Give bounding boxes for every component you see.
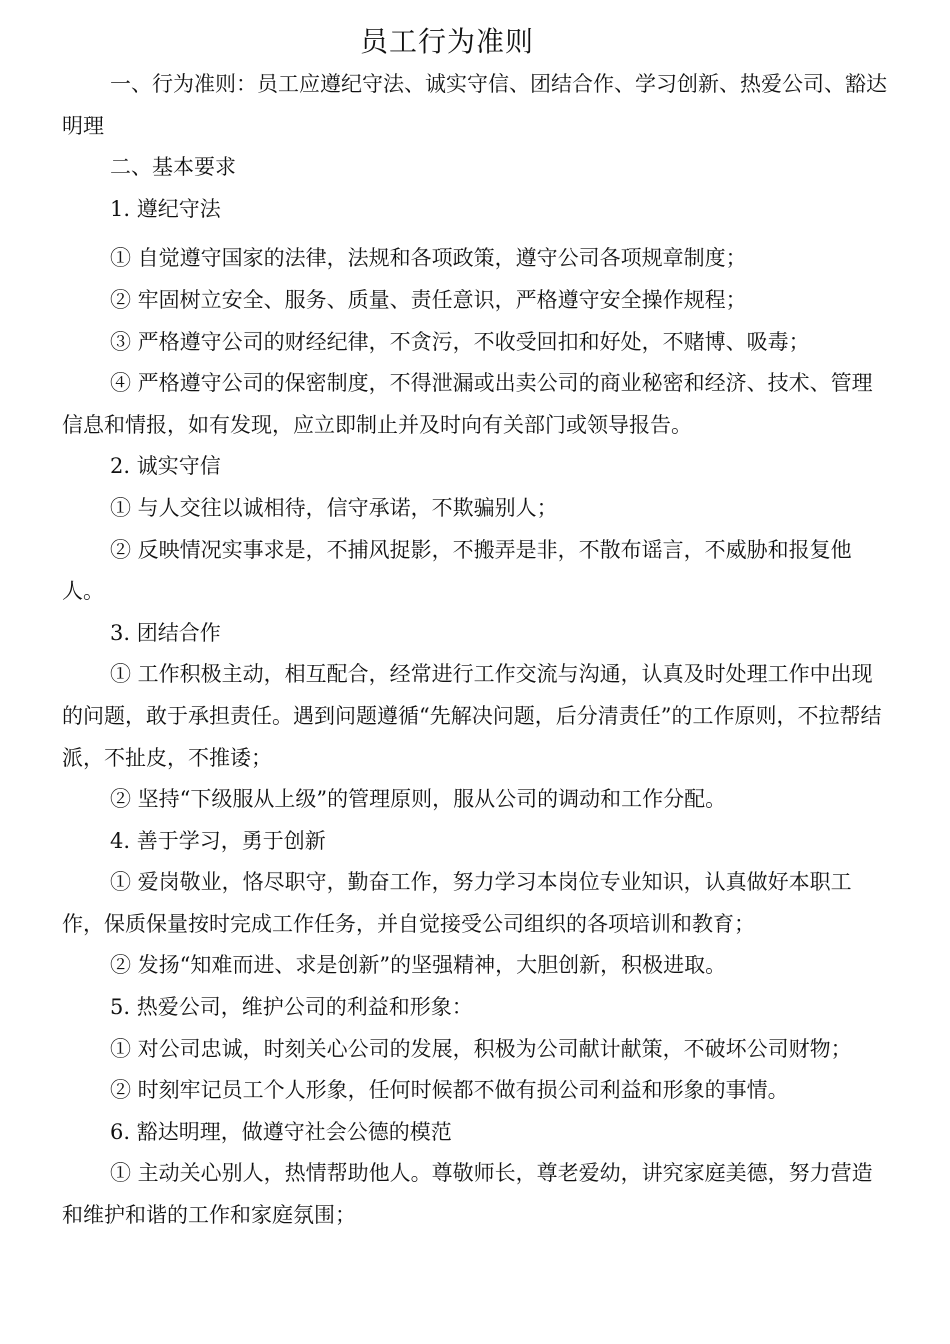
list-item-3-2: ② 坚持“下级服从上级”的管理原则，服从公司的调动和工作分配。 bbox=[110, 787, 727, 812]
list-item-4-1: ① 爱岗敬业，恪尽职守，勤奋工作，努力学习本岗位专业知识，认真做好本职工作，保质保量按时完成工作任务，并自觉接受公司组织的各项培训和教育； bbox=[62, 870, 852, 936]
heading-section-1: 1. 遵纪守法 bbox=[110, 196, 221, 221]
list-item-5-2: ② 时刻牢记员工个人形象，任何时候都不做有损公司利益和形象的事情。 bbox=[110, 1078, 789, 1103]
heading-section-5: 5. 热爱公司，维护公司的利益和形象： bbox=[110, 995, 473, 1020]
heading-section-2: 2. 诚实守信 bbox=[110, 454, 221, 479]
list-item-1-2: ② 牢固树立安全、服务、质量、责任意识，严格遵守安全操作规程； bbox=[110, 287, 747, 312]
heading-basic-requirements: 二、基本要求 bbox=[110, 155, 236, 180]
document-page bbox=[62, 22, 892, 1237]
list-item-2-2: ② 反映情况实事求是，不捕风捉影，不搬弄是非，不散布谣言，不威胁和报复他人。 bbox=[62, 537, 852, 604]
document-title: 员工行为准则 bbox=[359, 25, 534, 58]
list-item-4-2: ② 发扬“知难而进、求是创新”的坚强精神，大胆创新，积极进取。 bbox=[110, 953, 727, 978]
list-item-1-4: ④ 严格遵守公司的保密制度，不得泄漏或出卖公司的商业秘密和经济、技术、管理信息和情报，如有发现，应立即制止并及时向有关部门或领导报告。 bbox=[62, 371, 873, 437]
list-item-1-1: ① 自觉遵守国家的法律，法规和各项政策，遵守公司各项规章制度； bbox=[110, 246, 747, 271]
list-item-5-1: ① 对公司忠诚，时刻关心公司的发展，积极为公司献计献策，不破坏公司财物； bbox=[110, 1036, 852, 1061]
heading-section-6: 6. 豁达明理，做遵守社会公德的模范 bbox=[110, 1119, 452, 1144]
heading-section-3: 3. 团结合作 bbox=[110, 620, 221, 645]
paragraph-code-of-conduct: 一、行为准则：员工应遵纪守法、诚实守信、团结合作、学习创新、热爱公司、豁达明理 bbox=[62, 72, 887, 138]
heading-section-4: 4. 善于学习，勇于创新 bbox=[110, 828, 326, 853]
list-item-6-1: ① 主动关心别人，热情帮助他人。尊敬师长，尊老爱幼，讲究家庭美德，努力营造和维护和谐的工作和家庭氛围； bbox=[62, 1161, 873, 1228]
list-item-1-3: ③ 严格遵守公司的财经纪律，不贪污，不收受回扣和好处，不赌博、吸毒； bbox=[110, 329, 810, 354]
list-item-2-1: ① 与人交往以诚相待，信守承诺，不欺骗别人； bbox=[110, 495, 558, 520]
list-item-3-1: ① 工作积极主动，相互配合，经常进行工作交流与沟通，认真及时处理工作中出现的问题，敢于承担责任。遇到问题遵循“先解决问题，后分清责任”的工作原则，不拉帮结派，不扯皮，不推诿； bbox=[62, 662, 882, 770]
